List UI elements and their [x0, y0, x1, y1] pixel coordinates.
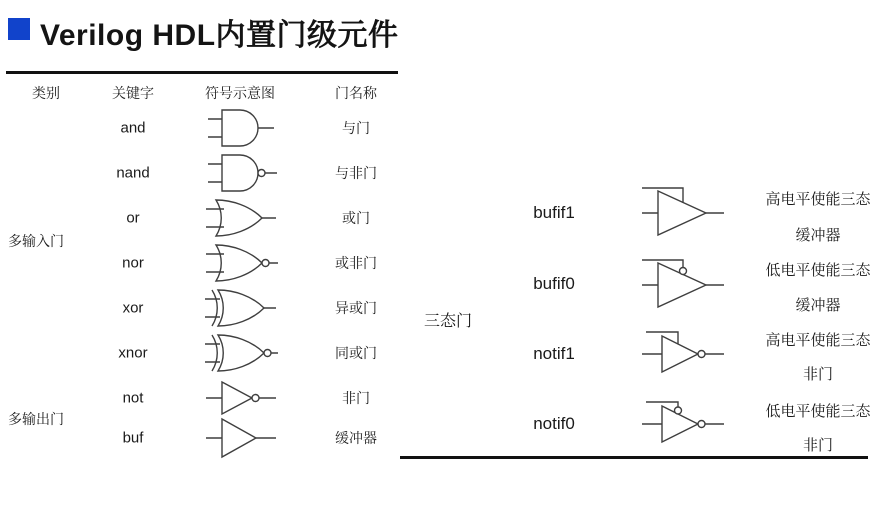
keyword-bufif1: bufif1	[533, 203, 575, 222]
gate-name-nor: 或非门	[335, 254, 377, 271]
or-gate-icon	[202, 195, 278, 241]
xor-gate-icon	[202, 285, 278, 331]
keyword-notif0: notif0	[533, 414, 575, 433]
table-row	[0, 415, 400, 460]
tristate-buffer-active-low-icon	[640, 256, 726, 312]
nand-gate-icon	[202, 150, 278, 196]
gate-name-or: 或门	[342, 209, 370, 226]
tristate-name-line2: 非门	[802, 437, 833, 454]
gate-name-and: 与门	[342, 119, 370, 136]
keyword-notif1: notif1	[533, 344, 575, 363]
gate-name-buf: 缓冲器	[335, 429, 377, 446]
keyword-not: not	[122, 389, 144, 406]
tristate-buffer-active-high-icon	[640, 184, 726, 240]
category-label-multi-output-gates: 多输出门	[8, 411, 64, 427]
column-header-gate-name: 门名称	[335, 85, 377, 101]
gate-name-xnor: 同或门	[335, 344, 377, 361]
tristate-inverter-active-high-icon	[640, 326, 726, 382]
nor-gate-icon	[202, 240, 278, 286]
keyword-and: and	[120, 119, 146, 136]
table-row	[0, 150, 400, 195]
keyword-nor: nor	[122, 254, 144, 271]
table-row	[0, 285, 400, 330]
keyword-xnor: xnor	[118, 344, 148, 361]
buffer-gate-icon	[202, 415, 278, 461]
keyword-bufif0: bufif0	[533, 274, 575, 293]
and-gate-icon	[202, 105, 278, 151]
keyword-xor: xor	[122, 299, 144, 316]
table-row	[0, 195, 400, 240]
column-header-keyword: 关键字	[112, 85, 154, 101]
keyword-nand: nand	[116, 164, 150, 181]
title-bullet-square	[8, 18, 30, 40]
table-top-rule	[6, 71, 398, 74]
tristate-inverter-active-low-icon	[640, 396, 726, 452]
keyword-or: or	[126, 209, 140, 226]
tristate-name-line1: 低电平使能三态	[765, 262, 871, 279]
section-bottom-rule	[400, 456, 868, 459]
gate-name-nand: 与非门	[335, 164, 377, 181]
table-row	[0, 375, 400, 420]
tristate-name-line2: 缓冲器	[795, 297, 841, 314]
column-header-category: 类别	[32, 85, 60, 101]
category-label-tristate-gates: 三态门	[424, 313, 473, 330]
gate-name-not: 非门	[342, 389, 370, 406]
tristate-name-line2: 缓冲器	[795, 227, 841, 244]
tristate-name-line1: 低电平使能三态	[765, 403, 871, 420]
xnor-gate-icon	[202, 330, 278, 376]
category-label-multi-input-gates: 多输入门	[8, 233, 64, 249]
column-header-symbol: 符号示意图	[205, 85, 275, 101]
tristate-name-line1: 高电平使能三态	[765, 191, 871, 208]
keyword-buf: buf	[122, 429, 144, 446]
page-title: Verilog HDL内置门级元件	[40, 19, 399, 52]
table-row	[0, 330, 400, 375]
table-row	[0, 105, 400, 150]
gate-name-xor: 异或门	[335, 299, 377, 316]
table-row	[0, 240, 400, 285]
tristate-name-line2: 非门	[802, 366, 833, 383]
tristate-name-line1: 高电平使能三态	[765, 332, 871, 349]
